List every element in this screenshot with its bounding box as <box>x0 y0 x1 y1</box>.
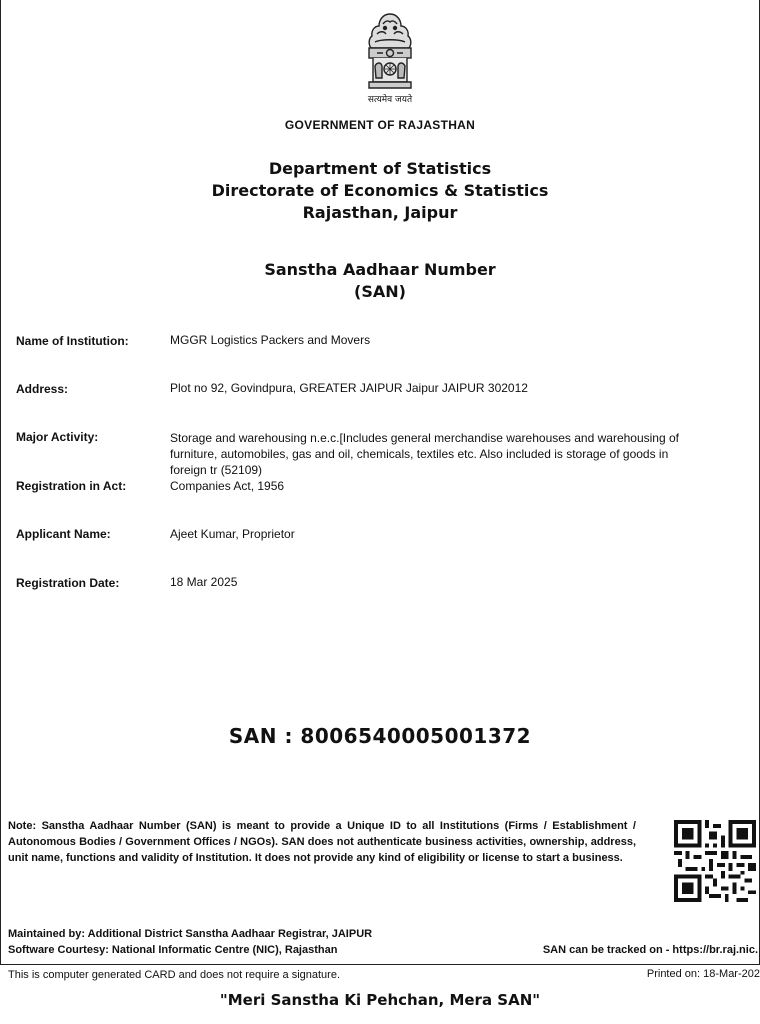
document-title <box>0 259 760 303</box>
directorate-name: Directorate of Economics & Statistics <box>211 181 549 200</box>
department-location: Rajasthan, Jaipur <box>302 203 458 222</box>
applicant-label: Applicant Name: <box>16 527 111 541</box>
institution-value: MGGR Logistics Packers and Movers <box>170 333 371 347</box>
department-block <box>0 158 760 224</box>
slogan: "Meri Sanstha Ki Pehchan, Mera SAN" <box>219 991 541 1009</box>
applicant-value: Ajeet Kumar, Proprietor <box>170 527 295 541</box>
registration-date-label: Registration Date: <box>16 576 120 590</box>
document-title-line2: (SAN) <box>354 282 406 301</box>
address-label: Address: <box>16 382 69 396</box>
activity-value: Storage and warehousing n.e.c.[Includes general merchandise warehouses and warehousing of furniture, automobiles, gas and oil, chemicals, textiles etc. Also included is storage of goods in foreign tr (52109) <box>170 431 679 477</box>
maintained-by: Maintained by: Additional District Sanstha Aadhaar Registrar, JAIPUR <box>8 928 373 940</box>
government-heading: GOVERNMENT OF RAJASTHAN <box>284 118 476 132</box>
registration-act-value: Companies Act, 1956 <box>170 479 285 493</box>
disclaimer-note: Note: Sanstha Aadhaar Number (SAN) is meant to provide a Unique ID to all Institutions (Firms / Establishment / Autonomous Bodies / Government Offices / NGOs). SAN does not authenticate business activities, ownership, address, unit name, functions and validity of Institution. It does not provide any kind of eligibility or license to start a business. <box>8 820 636 864</box>
printed-on: Printed on: 18-Mar-202 <box>646 968 760 980</box>
tracking-link[interactable]: SAN can be tracked on - https://br.raj.nic. <box>542 944 758 956</box>
department-name: Department of Statistics <box>268 159 492 178</box>
national-motto: सत्यमेव जयते <box>367 95 413 105</box>
registration-act-label: Registration in Act: <box>16 479 127 493</box>
san-number: SAN : 8006540005001372 <box>228 724 532 748</box>
document-title-line1: Sanstha Aadhaar Number <box>264 260 496 279</box>
registration-date-value: 18 Mar 2025 <box>170 575 238 589</box>
software-courtesy: Software Courtesy: National Informatic Centre (NIC), Rajasthan <box>8 944 338 956</box>
institution-label: Name of Institution: <box>16 334 129 348</box>
computer-generated-notice: This is computer generated CARD and does not require a signature. <box>8 969 341 981</box>
qr-code-icon[interactable] <box>674 820 756 902</box>
address-value: Plot no 92, Govindpura, GREATER JAIPUR Jaipur JAIPUR 302012 <box>170 381 528 395</box>
activity-label: Major Activity: <box>16 430 99 444</box>
